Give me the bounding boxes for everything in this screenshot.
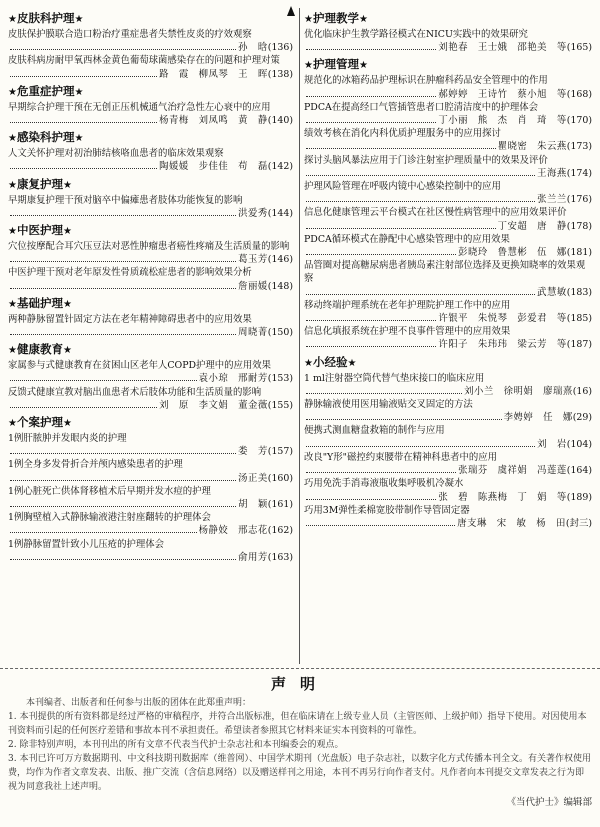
leader-dots — [306, 148, 496, 149]
leader-dots — [10, 559, 236, 560]
toc-entry[interactable] — [304, 504, 592, 530]
article-page: (146) — [267, 254, 293, 266]
entry-meta — [304, 438, 592, 451]
article-title: 便携式测血糖盘救箱的制作与应用 — [304, 425, 445, 437]
leader-dots — [306, 393, 462, 394]
leader-dots — [306, 201, 535, 202]
article-page: (185) — [566, 313, 592, 325]
article-page: (136) — [267, 42, 293, 54]
article-title: 品管圈对提高糖尿病患者胰岛素注射部位选择及更换知晓率的效果观察 — [304, 260, 586, 285]
toc-entry[interactable] — [8, 313, 293, 339]
article-authors: 郝婷婷 王诗竹 蔡小旭 等 — [438, 88, 567, 100]
entry-meta — [304, 338, 592, 351]
article-page: (174) — [566, 167, 592, 179]
toc-entry[interactable] — [8, 240, 293, 266]
article-authors: 周晓菁 — [238, 327, 268, 339]
leader-dots — [306, 228, 496, 229]
star-icon: ★ — [358, 60, 368, 72]
notice-section — [8, 672, 592, 810]
article-authors: 李娉婷 任 娜 — [503, 412, 573, 424]
article-title: 绩效考核在消化内科优质护理服务中的应用探讨 — [304, 128, 501, 140]
section-heading — [304, 10, 592, 28]
leader-dots — [306, 254, 456, 255]
article-title: 优化临床护生教学路径模式在NICU实践中的效果研究 — [304, 29, 528, 40]
entry-meta — [8, 68, 293, 81]
article-page: (183) — [566, 286, 592, 298]
star-icon: ★ — [304, 14, 313, 25]
toc-entry[interactable] — [304, 259, 592, 299]
star-icon: ★ — [74, 86, 84, 98]
star-icon: ★ — [62, 226, 72, 238]
article-page: (181) — [566, 247, 592, 259]
article-title: 早期康复护理干预对脑卒中偏瘫患者肢体功能恢复的影响 — [8, 194, 243, 206]
star-icon: ★ — [62, 298, 72, 310]
article-page: (157) — [267, 446, 293, 458]
entry-meta — [8, 472, 293, 485]
article-authors: 汤正美 — [238, 472, 268, 484]
article-authors: 唐支琳 宋 敏 杨 田 — [457, 517, 566, 529]
notice-signature: 《当代护士》编辑部 — [506, 797, 592, 808]
article-title: 1例心脏死亡供体肾移植术后早期并发水痘的护理 — [8, 485, 211, 497]
article-title: 家属参与式健康教育在贫困山区老年人COPD护理中的应用效果 — [8, 360, 272, 372]
star-icon: ★ — [62, 179, 72, 191]
article-authors: 刘 原 李文娟 董金薇 — [159, 399, 268, 411]
notice-title: 声明 — [270, 675, 329, 693]
entry-meta — [304, 385, 592, 398]
leader-dots — [10, 506, 236, 507]
star-icon: ★ — [74, 14, 84, 25]
section-heading — [8, 414, 293, 432]
article-page: (162) — [267, 525, 293, 537]
article-authors: 娄 芳 — [238, 446, 268, 458]
article-title: 信息化填报系统在护理不良事件管理中的应用效果 — [304, 326, 511, 338]
article-authors: 袁小琼 邢耐芳 — [198, 373, 268, 385]
notice-intro: 本刊编者、出版者和任何参与出版的团体在此郑重声明： — [26, 698, 252, 708]
article-authors: 丁小丽 熊 杰 肖 琦 等 — [438, 115, 567, 127]
notice-divider — [0, 668, 600, 669]
toc-entry[interactable] — [304, 424, 592, 450]
section-title: 健康教育 — [16, 342, 63, 357]
article-page: (29) — [572, 412, 592, 424]
entry-meta — [8, 372, 293, 385]
section-title: 基础护理 — [16, 295, 63, 310]
article-title: PDCA在提高经口气管插管患者口腔清洁度中的护理体会 — [304, 101, 539, 113]
article-title: 信息化健康管理云平台模式在社区慢性病管理中的应用效果评价 — [304, 207, 567, 219]
article-page: (140) — [267, 115, 293, 127]
leader-dots — [306, 122, 436, 123]
entry-meta — [304, 220, 592, 233]
leader-dots — [10, 168, 157, 169]
article-title: 反馈式健康宣教对脑出血患者术后肢体功能和生活质量的影响 — [8, 386, 262, 398]
section-title: 个案护理 — [16, 415, 63, 430]
star-icon: ★ — [8, 133, 17, 145]
article-title: 护理风险管理在呼吸内镜中心感染控制中的应用 — [304, 181, 501, 193]
toc-entry[interactable] — [8, 147, 293, 173]
star-icon: ★ — [8, 298, 17, 310]
toc-entry[interactable] — [8, 101, 293, 127]
article-authors: 张 碧 陈燕梅 丁 娟 等 — [438, 491, 567, 503]
leader-dots — [10, 334, 236, 335]
toc-entry[interactable] — [304, 74, 592, 100]
leader-dots — [306, 472, 456, 473]
star-icon: ★ — [8, 226, 17, 238]
article-page: (148) — [267, 280, 293, 292]
leader-dots — [10, 215, 236, 216]
leader-dots — [306, 96, 436, 97]
triangle-marker-icon — [287, 6, 295, 16]
article-page: (173) — [566, 141, 592, 153]
article-title: 1例肝脓肿并发眼内炎的护理 — [8, 433, 127, 445]
entry-meta — [304, 88, 592, 101]
toc-entry[interactable] — [8, 194, 293, 220]
article-authors: 孙 晗 — [238, 42, 268, 54]
toc-entry[interactable] — [304, 299, 592, 325]
article-page: (104) — [566, 438, 592, 450]
section-heading — [8, 83, 293, 101]
star-icon: ★ — [8, 86, 17, 98]
entry-meta — [8, 524, 293, 537]
leader-dots — [306, 175, 535, 176]
entry-meta — [8, 114, 293, 127]
article-title: 1例静脉留置针致小儿压疮的护理体会 — [8, 538, 164, 550]
article-page: (189) — [566, 491, 592, 503]
entry-meta — [8, 207, 293, 220]
notice-item-3: 3. 本刊已许可万方数据期刊、中文科技期刊数据库（维普网）、中国学术期刊（光盘版）电子杂志社，以数字化方式传播本刊全文。有关著作权使用费，均作为作者文章发表、出版、推广交流（含信息网络）以及赠送样刊之用途，本刊不再另行向作者支付。凡作者向本刊提交文章发表之行为即视为同意我社上述声明。 — [8, 754, 591, 792]
toc-entry[interactable] — [8, 28, 293, 54]
article-authors: 刘艳春 王士娥 邵艳美 等 — [438, 42, 567, 54]
article-title: 皮肤科病房耐甲氧西林金黄色葡萄球菌感染存在的问题和护理对策 — [8, 55, 280, 67]
entry-meta — [304, 167, 592, 180]
leader-dots — [10, 49, 236, 50]
article-authors: 胡 颖 — [238, 499, 268, 511]
star-icon: ★ — [8, 179, 17, 191]
section-title: 小经验 — [312, 354, 348, 369]
article-page: (170) — [566, 115, 592, 127]
article-authors: 詹丽媛 — [238, 280, 268, 292]
article-page: (153) — [267, 373, 293, 385]
toc-entry[interactable] — [304, 28, 592, 54]
leader-dots — [306, 320, 436, 321]
star-icon: ★ — [62, 345, 72, 357]
article-page: (封三) — [565, 517, 592, 529]
article-title: 1例胸壁植入式静脉输液港注射座翻转的护理体会 — [8, 512, 211, 524]
leader-dots — [10, 532, 197, 533]
toc-entry[interactable] — [8, 485, 293, 511]
leader-dots — [306, 294, 535, 295]
toc-entry[interactable] — [8, 386, 293, 412]
entry-meta — [304, 517, 592, 530]
article-authors: 许银平 朱悦琴 彭爱君 等 — [438, 313, 567, 325]
entry-meta — [8, 253, 293, 266]
article-page: (165) — [566, 42, 592, 54]
article-title: 早期综合护理干预在无创正压机械通气治疗急性左心衰中的应用 — [8, 101, 271, 113]
star-icon: ★ — [74, 133, 84, 145]
article-title: 移动终端护理系统在老年护理院护理工作中的应用 — [304, 299, 511, 311]
section-title: 护理管理 — [312, 57, 359, 72]
toc-entry[interactable] — [304, 206, 592, 232]
leader-dots — [10, 480, 236, 481]
entry-meta — [8, 160, 293, 173]
article-title: 1 ml注射器空筒代替气垫床接口的临床应用 — [304, 372, 485, 384]
article-page: (160) — [267, 472, 293, 484]
entry-meta — [8, 326, 293, 339]
toc-entry[interactable] — [304, 477, 592, 503]
toc-entry[interactable] — [304, 154, 592, 180]
article-authors: 路 霞 柳凤琴 王 晖 — [159, 68, 268, 80]
entry-meta — [304, 464, 592, 477]
toc-entry[interactable] — [8, 511, 293, 537]
star-icon: ★ — [8, 345, 17, 357]
notice-item-1: 1. 本刊提供的所有资料都是经过严格的审稿程序，并符合出版标准，但在临床请在上级专业人员（主管医师、上级护师）指导下使用。对因使用本刊资料而引起的任何医疗差错和事故本刊不承担责任。希望读者参照其它材料来证实本刊资料的可靠性。 — [8, 712, 587, 736]
entry-meta — [8, 41, 293, 54]
toc-right-column — [300, 8, 592, 664]
star-icon: ★ — [62, 418, 72, 430]
entry-meta — [304, 193, 592, 206]
star-icon: ★ — [304, 60, 313, 72]
leader-dots — [306, 499, 436, 500]
entry-meta — [304, 411, 592, 424]
article-authors: 张兰兰 — [537, 194, 567, 206]
article-page: (163) — [267, 551, 293, 563]
toc-entry[interactable] — [8, 538, 293, 564]
entry-meta — [304, 286, 592, 299]
article-title: 巧用免洗手消毒液瓶收集呼吸机冷凝水 — [304, 478, 464, 490]
section-title: 危重症护理 — [16, 83, 75, 98]
entry-meta — [8, 498, 293, 511]
article-authors: 杨静姣 邢志花 — [198, 525, 268, 537]
article-title: 改良"Y形"磁控约束腰带在精神科患者中的应用 — [304, 451, 497, 463]
star-icon: ★ — [8, 14, 17, 25]
section-heading — [304, 354, 592, 372]
article-authors: 武慧敏 — [537, 286, 567, 298]
star-icon: ★ — [358, 14, 368, 25]
section-heading — [8, 129, 293, 147]
leader-dots — [10, 288, 236, 289]
entry-meta — [304, 312, 592, 325]
leader-dots — [306, 419, 502, 420]
entry-meta — [8, 445, 293, 458]
entry-meta — [304, 114, 592, 127]
article-authors: 洪爱秀 — [238, 207, 268, 219]
article-page: (138) — [267, 68, 293, 80]
section-title: 康复护理 — [16, 176, 63, 191]
leader-dots — [10, 380, 197, 381]
article-title: 中医护理干预对老年原发性骨质疏松症患者的影响效果分析 — [8, 267, 252, 279]
article-page: (142) — [267, 161, 293, 173]
entry-meta — [304, 41, 592, 54]
article-authors: 瞿晓密 朱云燕 — [497, 141, 567, 153]
article-page: (144) — [267, 207, 293, 219]
toc-entry[interactable] — [8, 458, 293, 484]
table-of-contents — [8, 8, 592, 664]
article-authors: 葛玉芳 — [238, 254, 268, 266]
article-title: 巧用3M弹性柔棉宽胶带制作导管固定器 — [304, 504, 470, 516]
leader-dots — [10, 407, 157, 408]
entry-meta — [8, 551, 293, 564]
article-page: (150) — [267, 327, 293, 339]
toc-entry[interactable] — [304, 180, 592, 206]
section-title: 护理教学 — [312, 11, 359, 25]
leader-dots — [306, 446, 535, 447]
article-authors: 刘 岩 — [537, 438, 567, 450]
article-authors: 陶媛媛 步佳佳 苟 磊 — [159, 161, 268, 173]
article-authors: 杨青梅 刘凤鸣 黄 静 — [159, 115, 268, 127]
article-page: (155) — [267, 399, 293, 411]
toc-left-column — [8, 8, 300, 664]
entry-meta — [8, 399, 293, 412]
article-page: (178) — [566, 220, 592, 232]
toc-entry[interactable] — [8, 54, 293, 80]
toc-entry[interactable] — [8, 359, 293, 385]
section-heading — [8, 176, 293, 194]
article-authors: 丁安超 唐 静 — [497, 220, 567, 232]
article-authors: 王海燕 — [537, 167, 567, 179]
section-heading — [304, 56, 592, 74]
leader-dots — [10, 76, 157, 77]
section-heading — [8, 222, 293, 240]
leader-dots — [306, 525, 455, 526]
leader-dots — [10, 261, 236, 262]
article-authors: 张瑞芬 虞祥娟 冯莲莲 — [458, 465, 567, 477]
toc-entry[interactable] — [8, 432, 293, 458]
article-page: (176) — [566, 194, 592, 206]
section-heading — [8, 341, 293, 359]
toc-entry[interactable] — [304, 101, 592, 127]
entry-meta — [304, 491, 592, 504]
article-page: (168) — [566, 88, 592, 100]
article-page: (164) — [566, 465, 592, 477]
toc-entry[interactable] — [304, 398, 592, 424]
leader-dots — [10, 453, 236, 454]
star-icon: ★ — [8, 418, 17, 430]
entry-meta — [304, 246, 592, 259]
article-title: 静脉输液使用医用输液贴交叉固定的方法 — [304, 399, 473, 411]
star-icon: ★ — [304, 357, 313, 369]
toc-entry[interactable] — [304, 127, 592, 153]
article-authors: 刘小兰 徐明娟 廖瑞熹 — [464, 385, 573, 397]
entry-meta — [304, 140, 592, 153]
section-heading — [8, 295, 293, 313]
article-page: (16) — [572, 385, 592, 397]
article-title: 1例全身多发骨折合并颅内感染患者的护理 — [8, 459, 183, 471]
article-title: 两种静脉留置针固定方法在老年精神障碍患者中的应用效果 — [8, 313, 252, 325]
notice-item-2: 2. 除非特别声明，本刊刊出的所有文章不代表当代护士杂志社和本刊编委会的观点。 — [8, 740, 344, 750]
toc-entry[interactable] — [304, 451, 592, 477]
article-title: 皮肤保护膜联合造口粉治疗重症患者失禁性皮炎的疗效观察 — [8, 29, 252, 40]
article-authors: 彭晓玲 鲁慧彬 伍 娜 — [458, 247, 567, 259]
section-heading — [8, 10, 293, 28]
article-title: 规范化的冰箱药品护理标识在肿瘤科药品安全管理中的作用 — [304, 75, 548, 87]
section-title: 皮肤科护理 — [16, 11, 75, 25]
toc-entry[interactable] — [304, 372, 592, 398]
section-title: 中医护理 — [16, 223, 63, 238]
section-title: 感染科护理 — [16, 130, 75, 145]
article-authors: 许阳子 朱玮玮 梁云芳 等 — [438, 339, 567, 351]
leader-dots — [306, 346, 436, 347]
star-icon: ★ — [347, 357, 357, 369]
entry-meta — [8, 280, 293, 293]
article-title: 穴位按摩配合耳穴压豆法对恶性肿瘤患者癌性疼痛及生活质量的影响 — [8, 241, 290, 253]
article-authors: 俞用芳 — [238, 551, 268, 563]
article-title: 人文关怀护理对初治肺结核咯血患者的临床效果观察 — [8, 148, 224, 160]
article-title: PDCA循环模式在静配中心感染管理中的应用效果 — [304, 233, 510, 245]
article-page: (161) — [267, 499, 293, 511]
toc-entry[interactable] — [304, 325, 592, 351]
leader-dots — [10, 122, 157, 123]
toc-entry[interactable] — [304, 233, 592, 259]
article-title: 探讨头脑风暴法应用于门诊注射室护理质量中的效果及评价 — [304, 154, 548, 166]
article-page: (187) — [566, 339, 592, 351]
toc-entry[interactable] — [8, 266, 293, 292]
leader-dots — [306, 49, 436, 50]
